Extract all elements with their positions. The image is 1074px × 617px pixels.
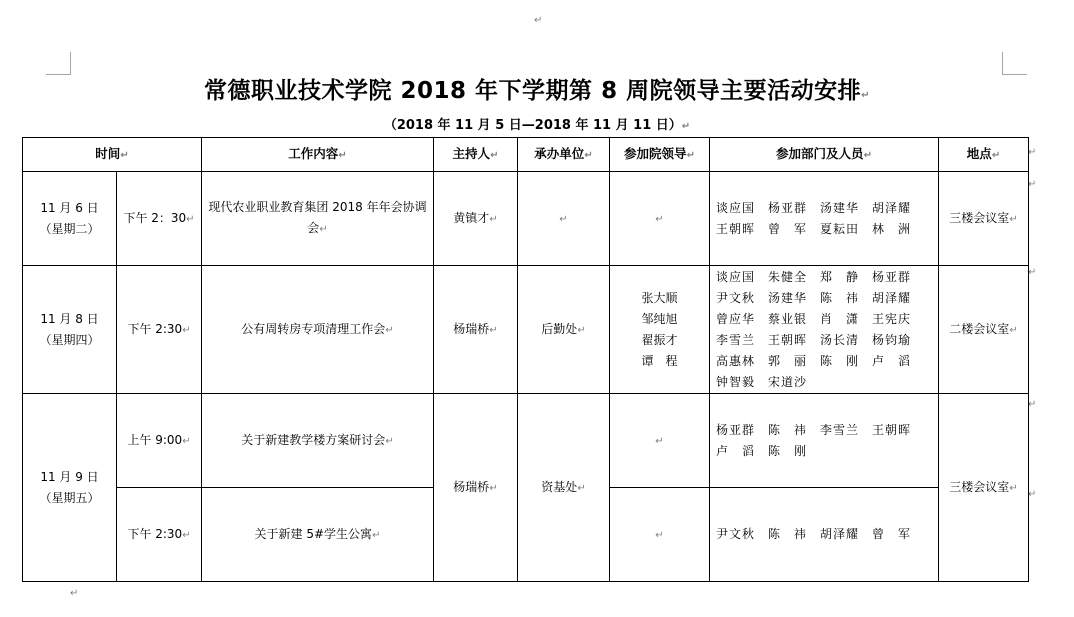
date-cell bbox=[23, 266, 117, 394]
people-cell bbox=[710, 266, 939, 394]
content-cell: 关于新建 5#学生公寓↵ bbox=[202, 488, 434, 582]
header-organizer: 承办单位↵ bbox=[518, 138, 610, 172]
date-cell bbox=[23, 172, 117, 266]
people-line: 高惠林 郭 丽 陈 刚 卢 滔 bbox=[716, 353, 912, 368]
people-line: 王朝晖 曾 军 夏耘田 林 洲 bbox=[716, 221, 912, 236]
paragraph-mark-icon: ↵ bbox=[70, 588, 79, 599]
header-location: 地点↵ bbox=[939, 138, 1029, 172]
people-line: 杨亚群 陈 祎 李雪兰 王朝晖 bbox=[716, 422, 912, 437]
location-cell: 三楼会议室↵ bbox=[939, 172, 1029, 266]
people-line: 钟智毅 宋道沙 bbox=[716, 374, 808, 389]
people-cell bbox=[710, 488, 939, 582]
people-cell bbox=[710, 394, 939, 488]
leader-name: 邹纯旭 bbox=[641, 311, 678, 326]
leader-name: 翟振才 bbox=[641, 332, 678, 347]
date-text: 11 月 8 日 bbox=[40, 311, 99, 326]
leaders-cell: ↵ bbox=[610, 172, 710, 266]
people-line: 尹文秋 汤建华 陈 祎 胡泽耀 bbox=[716, 290, 912, 305]
host-cell: 杨瑞桥↵ bbox=[434, 394, 518, 582]
paragraph-mark-icon: ↵ bbox=[861, 90, 870, 101]
document-title: 常德职业技术学院 2018 年下学期第 8 周院领导主要活动安排↵ bbox=[204, 78, 870, 104]
header-time: 时间↵ bbox=[23, 138, 202, 172]
leaders-cell bbox=[610, 266, 710, 394]
content-cell: 现代农业职业教育集团 2018 年年会协调会↵ bbox=[202, 172, 434, 266]
leader-name: 张大顺 bbox=[641, 290, 678, 305]
paragraph-mark-icon: ↵ bbox=[534, 15, 543, 26]
header-content: 工作内容↵ bbox=[202, 138, 434, 172]
header-row bbox=[23, 138, 1029, 172]
organizer-cell: ↵ bbox=[518, 172, 610, 266]
host-cell: 黄镇才↵ bbox=[434, 172, 518, 266]
table-row bbox=[23, 394, 1029, 488]
header-host: 主持人↵ bbox=[434, 138, 518, 172]
table-row bbox=[23, 266, 1029, 394]
time-cell: 下午 2:30↵ bbox=[117, 488, 202, 582]
date-text: 11 月 6 日 bbox=[40, 200, 99, 215]
content-cell: 公有周转房专项清理工作会↵ bbox=[202, 266, 434, 394]
host-cell: 杨瑞桥↵ bbox=[434, 266, 518, 394]
document-subtitle: （2018 年 11 月 5 日—2018 年 11 月 11 日）↵ bbox=[383, 118, 691, 133]
time-cell: 下午 2：30↵ bbox=[117, 172, 202, 266]
leaders-cell: ↵ bbox=[610, 394, 710, 488]
header-people: 参加部门及人员↵ bbox=[710, 138, 939, 172]
people-line: 尹文秋 陈 祎 胡泽耀 曾 军 bbox=[716, 527, 912, 541]
time-cell: 上午 9:00↵ bbox=[117, 394, 202, 488]
people-line: 卢 滔 陈 刚 bbox=[716, 443, 808, 458]
paragraph-mark-icon: ↵ bbox=[681, 121, 691, 132]
paragraph-mark-icon: ↵ bbox=[1028, 399, 1037, 410]
paragraph-mark-icon: ↵ bbox=[1028, 179, 1037, 190]
paragraph-mark-icon: ↵ bbox=[1028, 147, 1037, 158]
content-cell: 关于新建教学楼方案研讨会↵ bbox=[202, 394, 434, 488]
weekday-text: （星期五） bbox=[39, 490, 100, 505]
people-cell bbox=[710, 172, 939, 266]
paragraph-mark-icon: ↵ bbox=[1028, 489, 1037, 500]
paragraph-mark-icon: ↵ bbox=[1028, 267, 1037, 278]
time-cell: 下午 2:30↵ bbox=[117, 266, 202, 394]
location-cell: 三楼会议室↵ bbox=[939, 394, 1029, 582]
table-row bbox=[23, 172, 1029, 266]
schedule-table bbox=[22, 137, 1029, 582]
location-cell: 二楼会议室↵ bbox=[939, 266, 1029, 394]
people-line: 李雪兰 王朝晖 汤长清 杨钧瑜 bbox=[716, 332, 912, 347]
people-line: 谈应国 杨亚群 汤建华 胡泽耀 bbox=[716, 200, 912, 215]
leader-name: 谭 程 bbox=[641, 353, 678, 368]
date-cell bbox=[23, 394, 117, 582]
organizer-cell: 后勤处↵ bbox=[518, 266, 610, 394]
organizer-cell: 资基处↵ bbox=[518, 394, 610, 582]
leaders-cell: ↵ bbox=[610, 488, 710, 582]
people-line: 谈应国 朱健全 郑 静 杨亚群 bbox=[716, 269, 912, 284]
weekday-text: （星期二） bbox=[39, 221, 100, 236]
header-leaders: 参加院领导↵ bbox=[610, 138, 710, 172]
date-text: 11 月 9 日 bbox=[40, 469, 99, 484]
weekday-text: （星期四） bbox=[39, 332, 100, 347]
people-line: 曾应华 蔡业银 肖 潇 王宪庆 bbox=[716, 311, 912, 326]
